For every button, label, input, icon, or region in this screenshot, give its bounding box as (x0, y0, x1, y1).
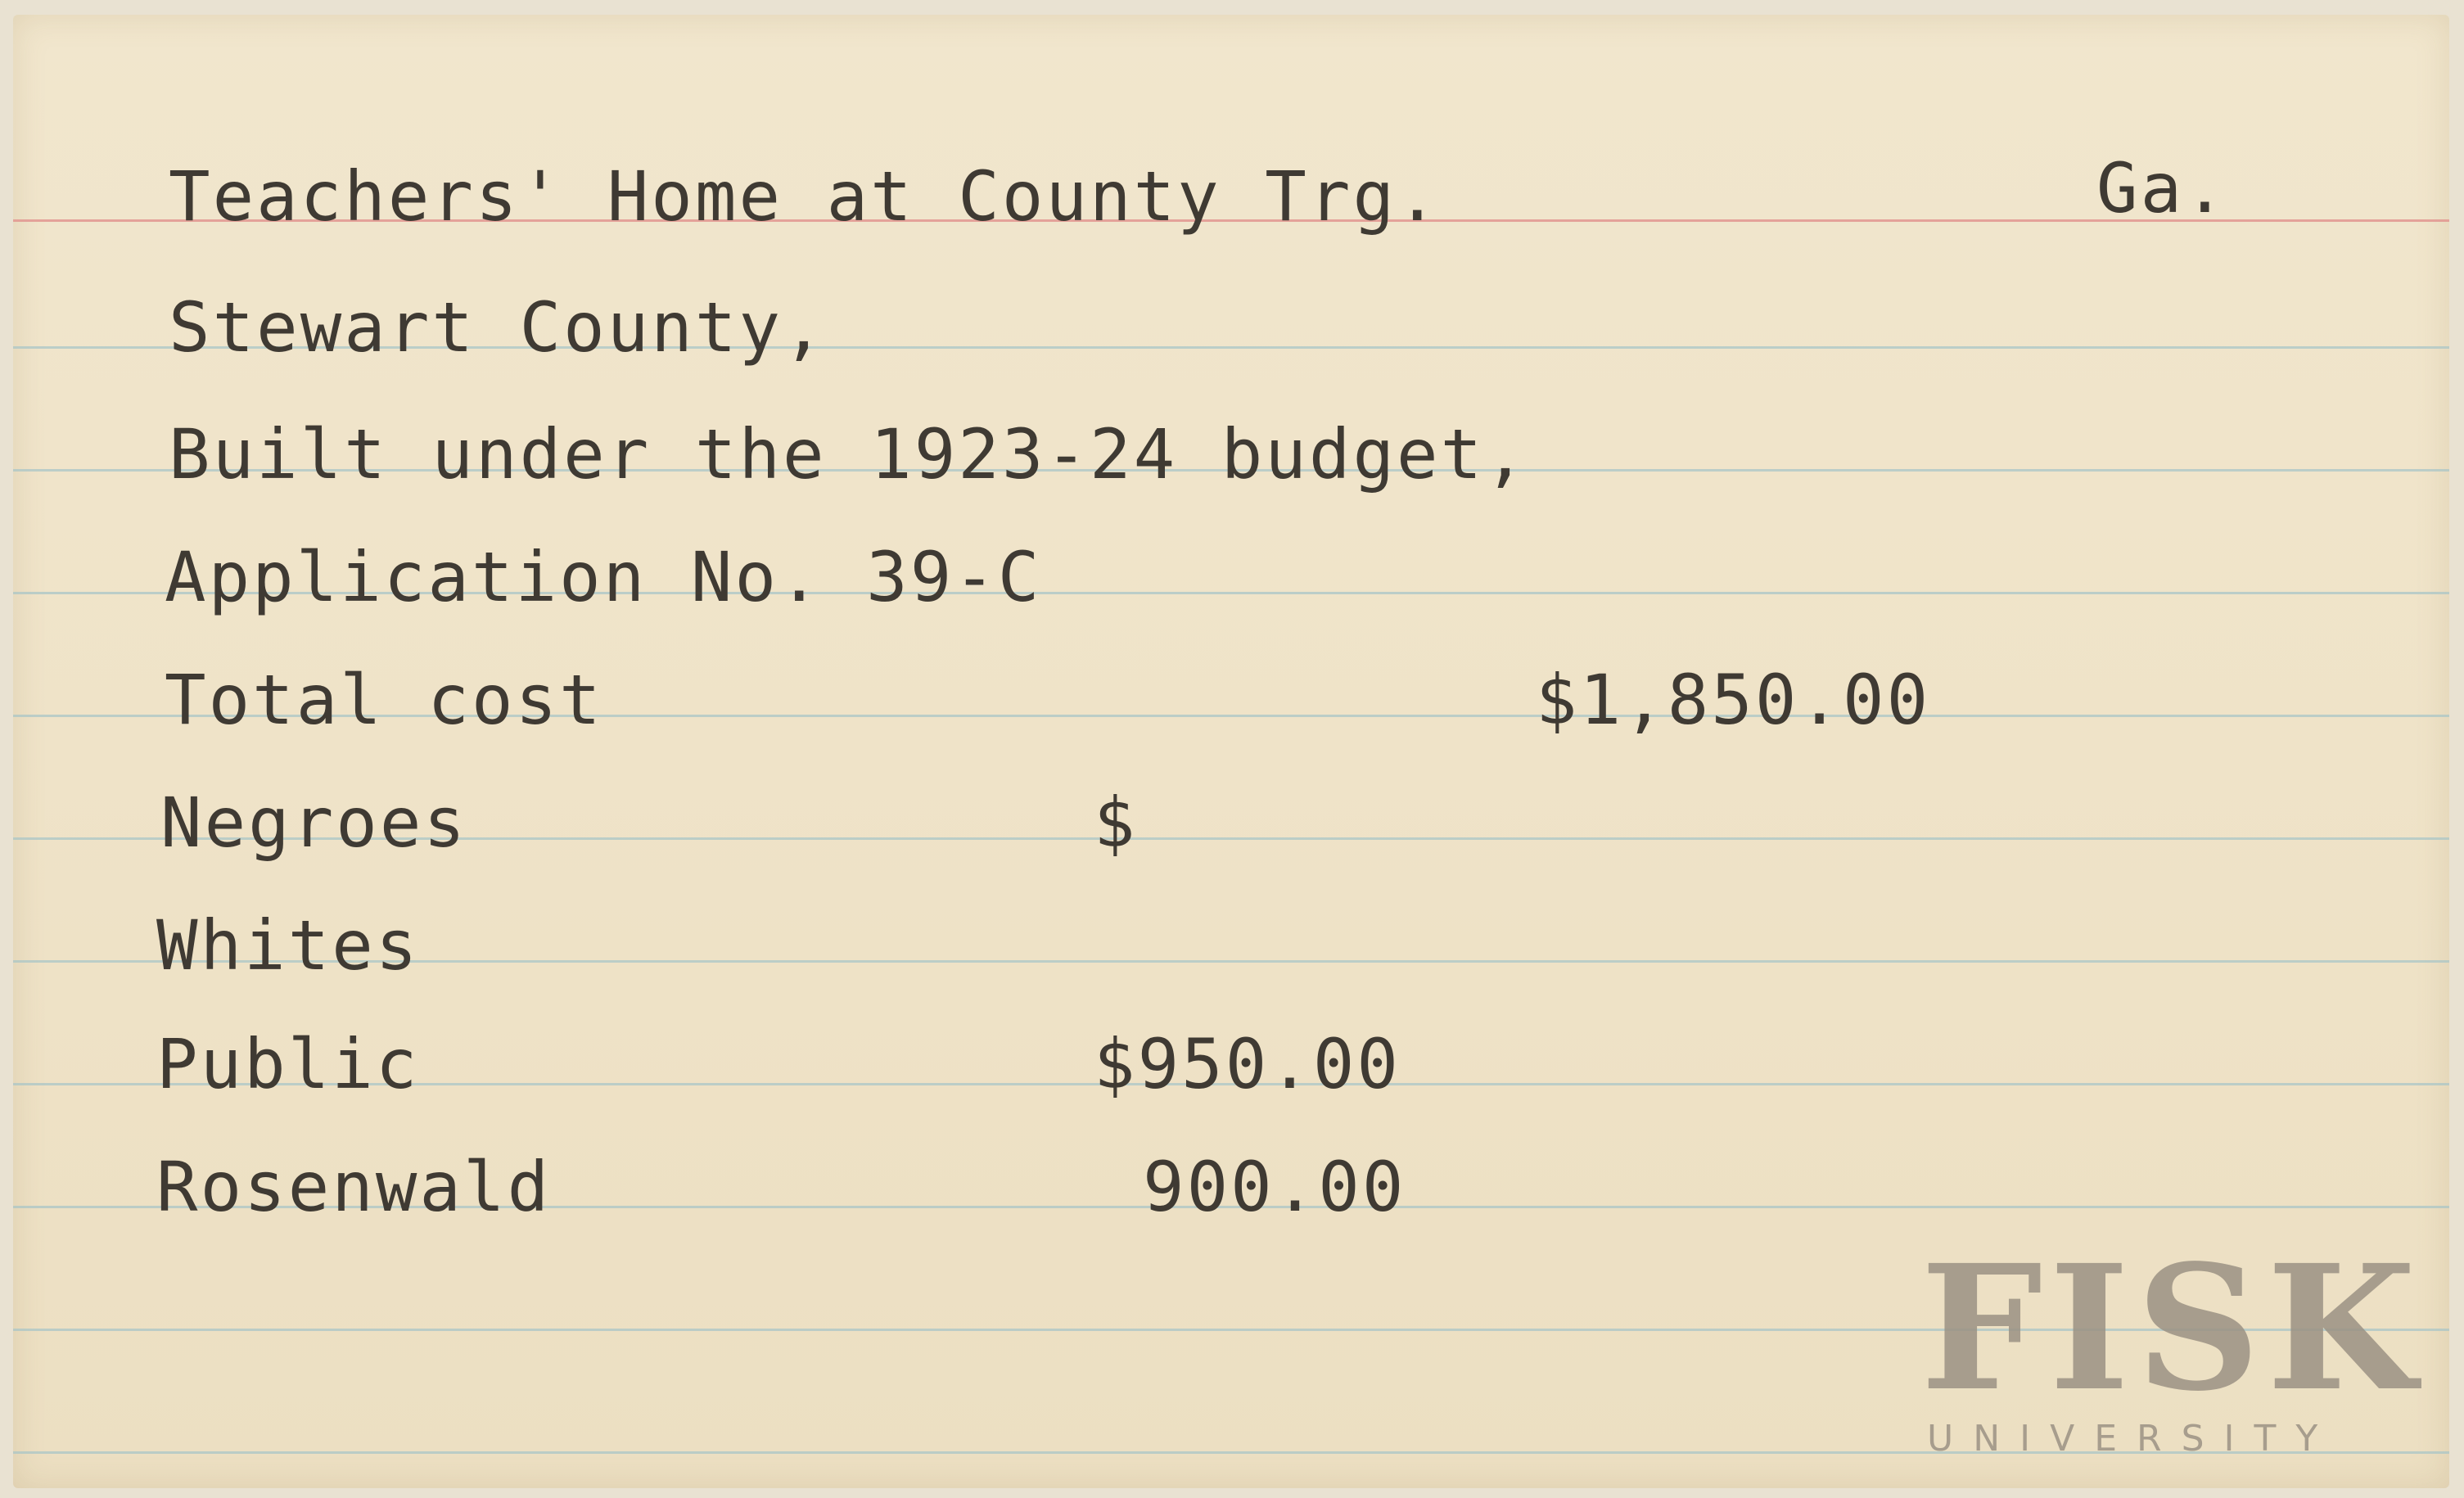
total-cost-label: Total cost (165, 660, 603, 740)
logo-wordmark: FISK (1920, 1227, 2423, 1429)
index-card (13, 15, 2449, 1488)
negroes-value: $ (1094, 783, 1138, 863)
rosenwald-label: Rosenwald (156, 1147, 552, 1227)
public-value: $950.00 (1094, 1024, 1401, 1104)
state-abbrev: Ga. (2096, 148, 2228, 228)
county-line: Stewart County, (169, 287, 827, 368)
budget-line: Built under the 1923-24 budget, (169, 414, 1528, 494)
negroes-label: Negroes (160, 783, 468, 863)
whites-label: Whites (156, 905, 420, 986)
application-line: Application No. 39-C (165, 537, 1042, 617)
fisk-university-logo (1920, 1227, 2428, 1480)
card-title: Teachers' Home at County Trg. (169, 156, 1441, 237)
public-label: Public (156, 1024, 420, 1104)
logo-subtitle: UNIVERSITY (1927, 1418, 2338, 1460)
rosenwald-value: 900.00 (1143, 1147, 1406, 1227)
total-cost-value: $1,850.00 (1536, 660, 1931, 740)
